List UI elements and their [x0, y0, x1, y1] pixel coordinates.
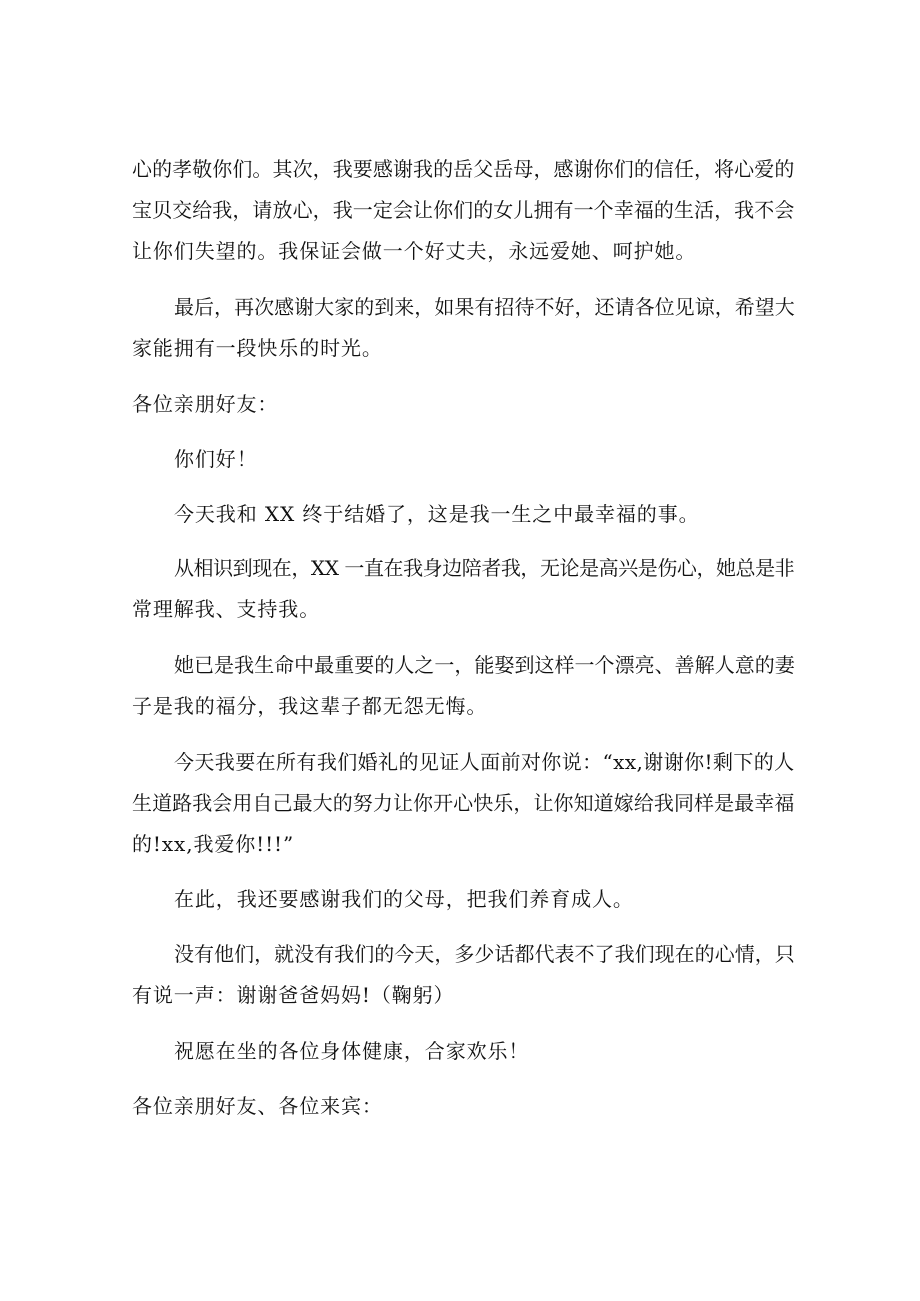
paragraph-salutation: [132, 384, 798, 425]
text-line: 从相识到现在，XX 一直在我身边陪者我，无论是高兴是伤心，她总是非: [174, 556, 795, 580]
text-line: 常理解我、支持我。: [132, 597, 321, 621]
paragraph-salutation-guests: [132, 1086, 798, 1127]
text-line: 让你们失望的。我保证会做一个好丈夫，永远爱她、呵护她。: [132, 239, 697, 263]
text-line: 她已是我生命中最重要的人之一，能娶到这样一个漂亮、善解人意的妻: [174, 653, 795, 677]
text-line: 最后，再次感谢大家的到来，如果有招待不好，还请各位见谅，希望大: [174, 295, 795, 319]
text-line: 祝愿在坐的各位身体健康，合家欢乐！: [174, 1039, 530, 1063]
text-line: 心的孝敬你们。其次，我要感谢我的岳父岳母，感谢你们的信任，将心爱的: [132, 157, 795, 181]
text-line: 没有他们，就没有我们的今天，多少话都代表不了我们现在的心情，只: [174, 942, 795, 966]
text-line: 子是我的福分，我这辈子都无怨无悔。: [132, 694, 488, 718]
text-line: 在此，我还要感谢我们的父母，把我们养育成人。: [174, 887, 634, 911]
paragraph-blessing: [132, 1031, 798, 1072]
text-line: 宝贝交给我，请放心，我一定会让你们的女儿拥有一个幸福的生活，我不会: [132, 198, 795, 222]
paragraph-companionship: [132, 548, 798, 630]
paragraph-gratitude-parents: [132, 149, 798, 272]
paragraph-greeting: [132, 439, 798, 480]
text-line: 各位亲朋好友、各位来宾：: [132, 1094, 383, 1118]
text-line: 各位亲朋好友：: [132, 392, 279, 416]
text-line: 有说一声：谢谢爸爸妈妈!（鞠躬）: [132, 983, 455, 1007]
text-line: 的!xx,我爱你!!!”: [132, 832, 295, 856]
text-line: 家能拥有一段快乐的时光。: [132, 336, 383, 360]
paragraph-bow: [132, 934, 798, 1016]
paragraph-closing-thanks: [132, 287, 798, 369]
paragraph-thank-parents: [132, 879, 798, 920]
text-line: 你们好！: [174, 447, 258, 471]
text-line: 今天我要在所有我们婚礼的见证人面前对你说：“xx,谢谢你!剩下的人: [174, 750, 795, 774]
paragraph-vow: [132, 742, 798, 865]
paragraph-wedding-announcement: [132, 494, 798, 535]
text-line: 今天我和 XX 终于结婚了，这是我一生之中最幸福的事。: [174, 502, 700, 526]
paragraph-wife-importance: [132, 645, 798, 727]
text-line: 生道路我会用自己最大的努力让你开心快乐，让你知道嫁给我同样是最幸福: [132, 791, 795, 815]
